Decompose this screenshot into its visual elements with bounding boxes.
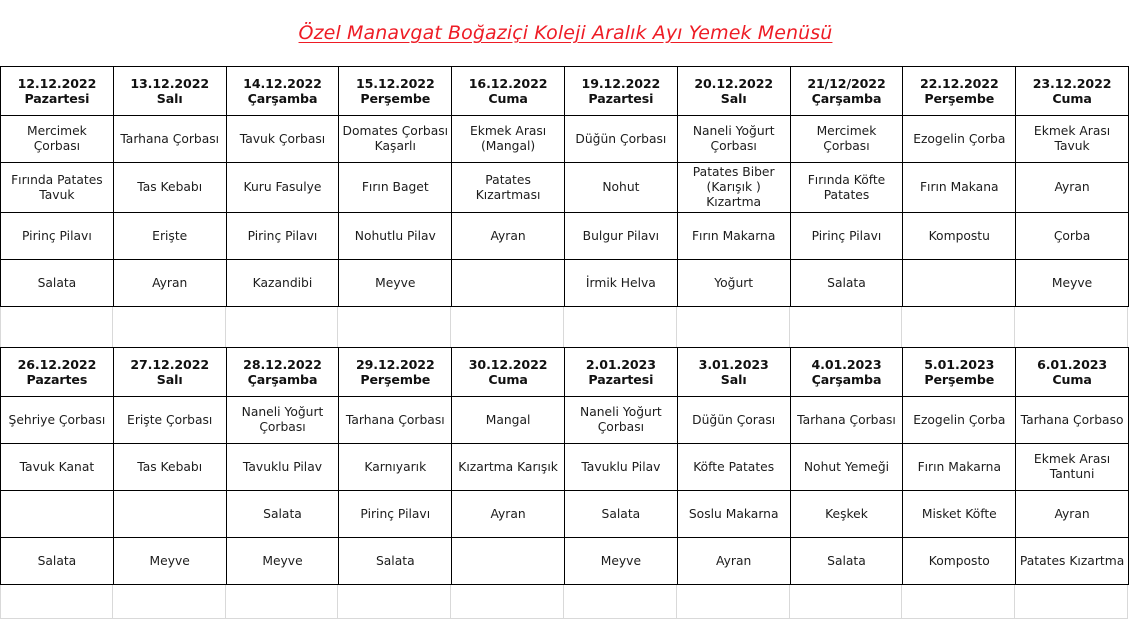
menu-cell: Fırın Makarna [677, 213, 790, 260]
menu-cell: Nohut Yemeği [790, 444, 903, 491]
menu-cell: Keşkek [790, 491, 903, 538]
menu-cell: Salata [1, 260, 114, 307]
menu-cell: Tarhana Çorbaso [1016, 397, 1129, 444]
header-date: 28.12.2022 [243, 356, 322, 372]
header-weekday: Çarşamba [811, 91, 882, 106]
menu-cell: Nohutlu Pilav [339, 213, 452, 260]
menu-cell: Naneli Yoğurt Çorbası [564, 397, 677, 444]
header-weekday: Çarşamba [811, 372, 882, 387]
table-row [1, 260, 1129, 307]
menu-cell: Ayran [452, 213, 565, 260]
header-date: 13.12.2022 [130, 75, 210, 91]
menu-cell: Salata [790, 260, 903, 307]
table-row [1, 538, 1129, 585]
header-date: 12.12.2022 [17, 75, 97, 91]
menu-cell: Fırında Köfte Patates [790, 163, 903, 213]
menu-cell: Fırın Makarna [903, 444, 1016, 491]
menu-cell: Nohut [564, 163, 677, 213]
header-weekday: Çarşamba [247, 372, 318, 387]
menu-cell: Pirinç Pilavı [226, 213, 339, 260]
header-date: 23.12.2022 [1032, 75, 1112, 91]
menu-cell: Ayran [1016, 491, 1129, 538]
column-header-day-8 [790, 348, 903, 397]
table-header-week-3-4 [1, 348, 1129, 397]
menu-cell: Naneli Yoğurt Çorbası [226, 397, 339, 444]
menu-cell: Mangal [452, 397, 565, 444]
table-row [1, 213, 1129, 260]
table-row [1, 116, 1129, 163]
menu-cell: Salata [790, 538, 903, 585]
header-date: 4.01.2023 [811, 356, 882, 372]
menu-table-week-3-4 [0, 347, 1129, 585]
column-header-day-4 [339, 67, 452, 116]
table-row [1, 163, 1129, 213]
spacer-cell [0, 307, 113, 347]
menu-cell: Salata [564, 491, 677, 538]
trailing-cell [0, 585, 113, 619]
menu-cell: Ayran [113, 260, 226, 307]
menu-cell: Naneli Yoğurt Çorbası [677, 116, 790, 163]
header-date: 27.12.2022 [130, 356, 210, 372]
header-date: 15.12.2022 [355, 75, 435, 91]
menu-cell: Ekmek Arası Tantuni [1016, 444, 1129, 491]
menu-cell [1, 491, 114, 538]
trailing-cell [564, 585, 677, 619]
trailing-cell [338, 585, 451, 619]
menu-cell: Tas Kebabı [113, 444, 226, 491]
menu-cell: Meyve [564, 538, 677, 585]
menu-cell: Köfte Patates [677, 444, 790, 491]
menu-cell: Patates Kızartma [1016, 538, 1129, 585]
header-date: 5.01.2023 [924, 356, 995, 372]
trailing-cell [790, 585, 903, 619]
header-date: 19.12.2022 [581, 75, 661, 91]
menu-cell: Mercimek Çorbası [1, 116, 114, 163]
menu-cell [452, 538, 565, 585]
menu-cell: Karnıyarık [339, 444, 452, 491]
header-weekday: Perşembe [924, 91, 995, 106]
table-row [1, 491, 1129, 538]
header-weekday: Cuma [488, 91, 528, 106]
menu-cell: Patates Biber (Karışık ) Kızartma [677, 163, 790, 213]
table-header-week-1-2 [1, 67, 1129, 116]
menu-cell: Tarhana Çorbası [339, 397, 452, 444]
menu-cell: Ayran [677, 538, 790, 585]
column-header-day-3 [226, 348, 339, 397]
spacer-cell [451, 307, 564, 347]
menu-cell: Düğün Çorası [677, 397, 790, 444]
header-date: 16.12.2022 [468, 75, 548, 91]
menu-cell: Ayran [1016, 163, 1129, 213]
header-weekday: Çarşamba [247, 91, 318, 106]
menu-cell: Kızartma Karışık [452, 444, 565, 491]
menu-cell: Salata [226, 491, 339, 538]
menu-cell: Fırında Patates Tavuk [1, 163, 114, 213]
header-weekday: Salı [720, 372, 747, 387]
spacer-cell [226, 307, 339, 347]
header-date: 2.01.2023 [585, 356, 656, 372]
menu-cell: Kazandibi [226, 260, 339, 307]
menu-cell: Domates Çorbası Kaşarlı [339, 116, 452, 163]
header-weekday: Cuma [488, 372, 528, 387]
menu-cell: Erişte Çorbası [113, 397, 226, 444]
menu-cell: Erişte [113, 213, 226, 260]
spacer-row [0, 307, 1128, 347]
menu-cell: Şehriye Çorbası [1, 397, 114, 444]
menu-cell: Tarhana Çorbası [790, 397, 903, 444]
menu-cell: Tavuklu Pilav [226, 444, 339, 491]
trailing-cell [451, 585, 564, 619]
column-header-day-6 [564, 67, 677, 116]
header-row [1, 67, 1129, 116]
trailing-cell [226, 585, 339, 619]
menu-cell: Tavuk Çorbası [226, 116, 339, 163]
header-weekday: Perşembe [360, 91, 431, 106]
column-header-day-10 [1016, 348, 1129, 397]
header-date: 22.12.2022 [919, 75, 999, 91]
menu-cell [452, 260, 565, 307]
table-row [1, 444, 1129, 491]
menu-cell: Ekmek Arası Tavuk [1016, 116, 1129, 163]
title-band [0, 0, 1131, 66]
menu-cell [113, 491, 226, 538]
menu-cell: Fırın Baget [339, 163, 452, 213]
column-header-day-9 [903, 348, 1016, 397]
header-weekday: Cuma [1052, 91, 1092, 106]
trailing-cell [113, 585, 226, 619]
menu-cell: Misket Köfte [903, 491, 1016, 538]
spacer-cell [902, 307, 1015, 347]
menu-cell: Yoğurt [677, 260, 790, 307]
table-body-week-1-2 [1, 116, 1129, 307]
spacer-cell [113, 307, 226, 347]
trailing-empty-row [0, 585, 1128, 619]
table-row [1, 397, 1129, 444]
header-weekday: Salı [156, 91, 183, 106]
menu-cell: Kuru Fasulye [226, 163, 339, 213]
column-header-day-1 [1, 67, 114, 116]
menu-cell: Ekmek Arası (Mangal) [452, 116, 565, 163]
menu-cell: Patates Kızartması [452, 163, 565, 213]
menu-table-week-1-2 [0, 66, 1129, 307]
menu-cell: Meyve [339, 260, 452, 307]
menu-cell: Fırın Makana [903, 163, 1016, 213]
spacer-cell [790, 307, 903, 347]
column-header-day-4 [339, 348, 452, 397]
header-date: 20.12.2022 [694, 75, 774, 91]
spacer-cell [1015, 307, 1128, 347]
column-header-day-2 [113, 348, 226, 397]
column-header-day-5 [452, 67, 565, 116]
column-header-day-6 [564, 348, 677, 397]
column-header-day-2 [113, 67, 226, 116]
spacer-cell [564, 307, 677, 347]
header-date: 14.12.2022 [243, 75, 322, 91]
menu-cell: İrmik Helva [564, 260, 677, 307]
column-header-day-7 [677, 67, 790, 116]
menu-cell: Meyve [1016, 260, 1129, 307]
page-title: Özel Manavgat Boğaziçi Koleji Aralık Ayı Yemek Menüsü [298, 22, 833, 44]
menu-cell: Ezogelin Çorba [903, 116, 1016, 163]
menu-cell: Tarhana Çorbası [113, 116, 226, 163]
menu-cell: Salata [1, 538, 114, 585]
header-date: 26.12.2022 [17, 356, 97, 372]
trailing-cell [1015, 585, 1128, 619]
header-weekday: Pazartesi [588, 372, 654, 387]
header-weekday: Perşembe [360, 372, 431, 387]
header-weekday: Salı [156, 372, 183, 387]
header-date: 3.01.2023 [698, 356, 769, 372]
header-weekday: Salı [720, 91, 747, 106]
column-header-day-1 [1, 348, 114, 397]
header-weekday: Pazartesi [24, 91, 90, 106]
menu-cell: Meyve [226, 538, 339, 585]
header-date: 6.01.2023 [1037, 356, 1108, 372]
menu-cell [903, 260, 1016, 307]
header-weekday: Pazartesi [588, 91, 654, 106]
header-weekday: Cuma [1052, 372, 1092, 387]
column-header-day-5 [452, 348, 565, 397]
menu-cell: Tavuk Kanat [1, 444, 114, 491]
header-row [1, 348, 1129, 397]
header-date: 29.12.2022 [355, 356, 435, 372]
menu-cell: Kompostu [903, 213, 1016, 260]
spacer-cell [338, 307, 451, 347]
menu-cell: Ayran [452, 491, 565, 538]
header-weekday: Pazartes [26, 372, 88, 387]
header-date: 21/12/2022 [807, 75, 886, 91]
table-body-week-3-4 [1, 397, 1129, 585]
header-date: 30.12.2022 [468, 356, 548, 372]
column-header-day-10 [1016, 67, 1129, 116]
column-header-day-7 [677, 348, 790, 397]
menu-cell: Düğün Çorbası [564, 116, 677, 163]
menu-cell: Mercimek Çorbası [790, 116, 903, 163]
menu-cell: Ezogelin Çorba [903, 397, 1016, 444]
spacer-cell [677, 307, 790, 347]
menu-cell: Salata [339, 538, 452, 585]
column-header-day-8 [790, 67, 903, 116]
menu-cell: Pirinç Pilavı [790, 213, 903, 260]
menu-cell: Tavuklu Pilav [564, 444, 677, 491]
header-weekday: Perşembe [924, 372, 995, 387]
menu-cell: Çorba [1016, 213, 1129, 260]
column-header-day-3 [226, 67, 339, 116]
menu-cell: Pirinç Pilavı [339, 491, 452, 538]
trailing-cell [902, 585, 1015, 619]
menu-cell: Komposto [903, 538, 1016, 585]
menu-cell: Bulgur Pilavı [564, 213, 677, 260]
menu-cell: Pirinç Pilavı [1, 213, 114, 260]
column-header-day-9 [903, 67, 1016, 116]
menu-cell: Meyve [113, 538, 226, 585]
menu-cell: Tas Kebabı [113, 163, 226, 213]
trailing-cell [677, 585, 790, 619]
menu-cell: Soslu Makarna [677, 491, 790, 538]
